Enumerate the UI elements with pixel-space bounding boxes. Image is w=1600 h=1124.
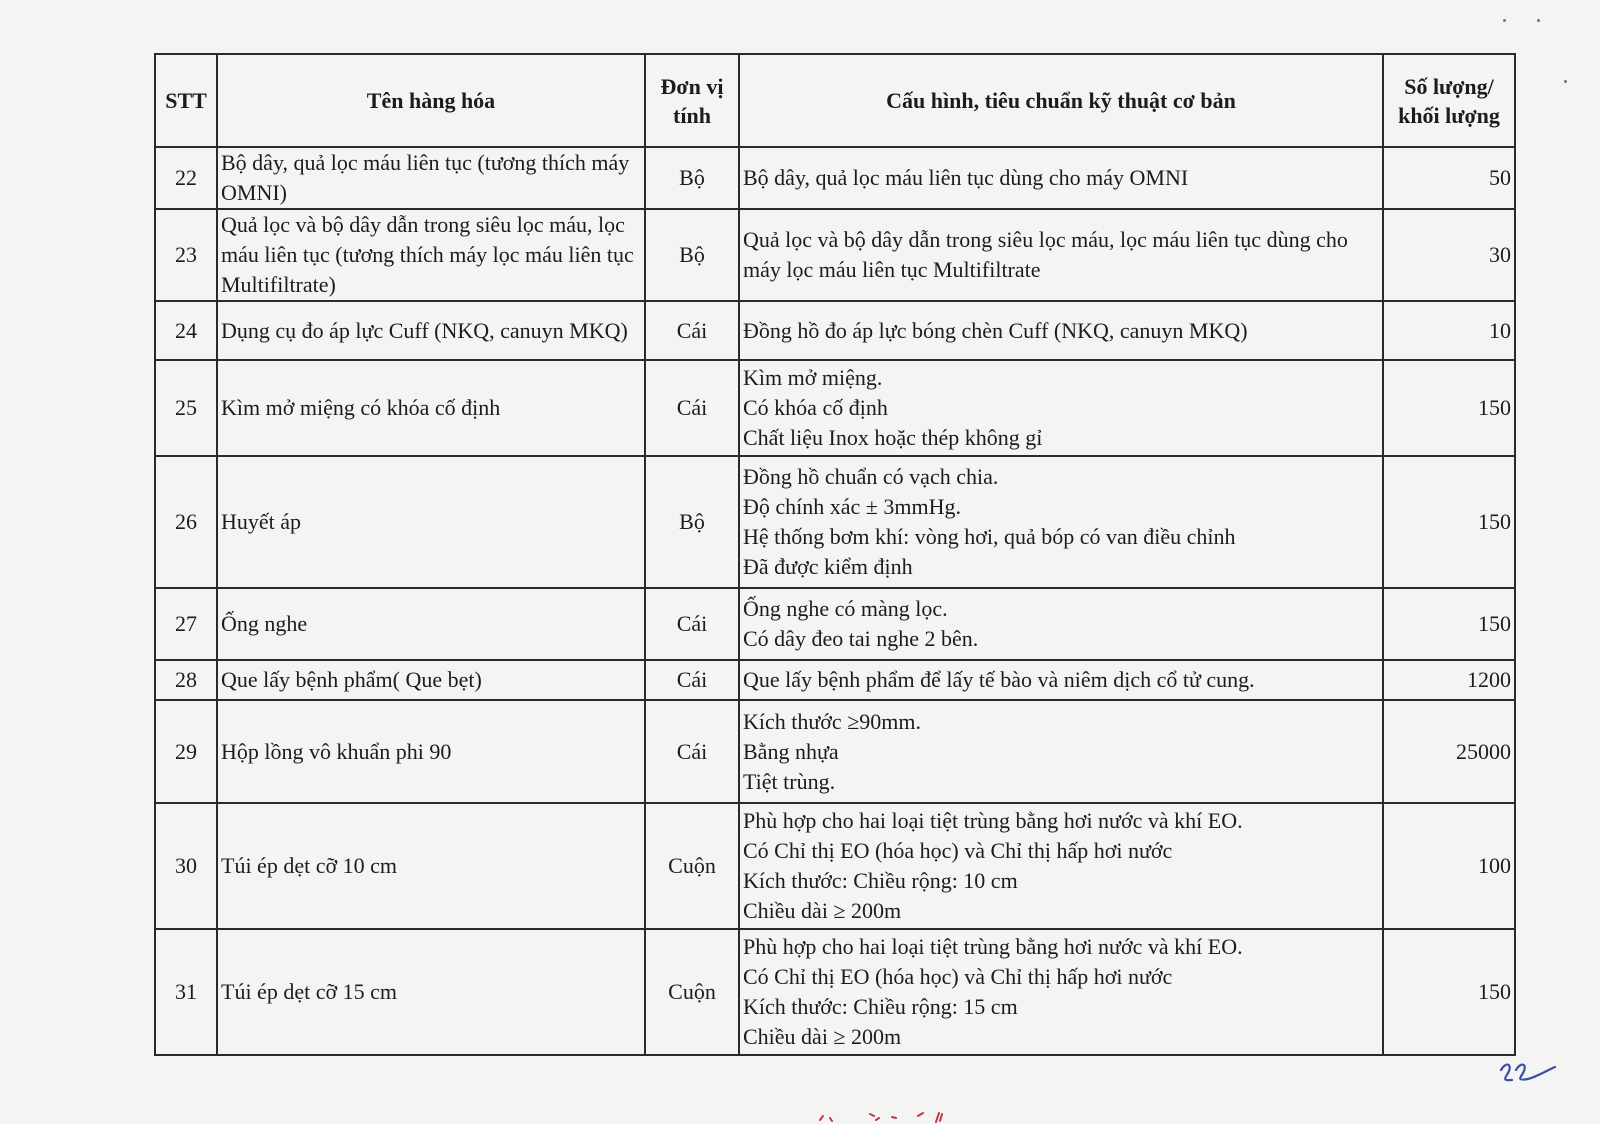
cell-qty: 150 — [1383, 360, 1515, 456]
cell-unit: Bộ — [645, 209, 739, 301]
spec-line: Chiều dài ≥ 200m — [743, 1024, 902, 1049]
spec-line: Độ chính xác ± 3mmHg. — [743, 494, 961, 519]
spec-line: Tiệt trùng. — [743, 768, 836, 794]
cell-unit: Cuộn — [645, 803, 739, 929]
cell-qty: 30 — [1383, 209, 1515, 301]
spec-line: Đồng hồ chuẩn có vạch chia. — [743, 464, 999, 489]
cell-spec — [739, 660, 1383, 700]
cell-name: Quả lọc và bộ dây dẫn trong siêu lọc máu, lọc máu liên tục (tương thích máy lọc máu liên tục Multifiltrate) — [217, 209, 645, 301]
spec-line: Quả lọc và bộ dây dẫn trong siêu lọc máu, lọc máu liên tục dùng cho máy lọc máu liên tục Multifiltrate — [743, 227, 1348, 282]
cell-unit: Cái — [645, 301, 739, 360]
header-qty: Số lượng/ khối lượng — [1383, 54, 1515, 147]
table-row — [155, 700, 1515, 803]
cell-unit: Cái — [645, 660, 739, 700]
cell-unit: Cuộn — [645, 929, 739, 1055]
cell-stt: 25 — [155, 360, 217, 456]
cell-unit: Cái — [645, 588, 739, 660]
scan-speck — [1537, 19, 1540, 22]
stamp-fragment — [818, 1108, 998, 1124]
cell-name: Túi ép dẹt cỡ 15 cm — [217, 929, 645, 1055]
cell-qty: 150 — [1383, 929, 1515, 1055]
table-row — [155, 301, 1515, 360]
handwritten-page-mark — [1498, 1058, 1558, 1086]
cell-name: Hộp lồng vô khuẩn phi 90 — [217, 700, 645, 803]
table-row — [155, 929, 1515, 1055]
cell-qty: 100 — [1383, 803, 1515, 929]
spec-line: Ống nghe có màng lọc. — [743, 596, 948, 621]
cell-unit: Cái — [645, 700, 739, 803]
table-body — [155, 147, 1515, 1055]
spec-line: Kích thước ≥90mm. — [743, 708, 921, 734]
cell-spec — [739, 700, 1383, 803]
cell-qty: 50 — [1383, 147, 1515, 209]
spec-line: Kìm mở miệng. — [743, 365, 883, 390]
spec-line: Có Chỉ thị EO (hóa học) và Chỉ thị hấp hơi nước — [743, 964, 1173, 989]
cell-name: Bộ dây, quả lọc máu liên tục (tương thích máy OMNI) — [217, 147, 645, 209]
spec-line: Kích thước: Chiều rộng: 10 cm — [743, 868, 1018, 893]
scan-speck — [1564, 80, 1567, 83]
cell-qty: 150 — [1383, 456, 1515, 588]
cell-spec — [739, 301, 1383, 360]
spec-line: Kích thước: Chiều rộng: 15 cm — [743, 994, 1018, 1019]
cell-qty: 150 — [1383, 588, 1515, 660]
header-name: Tên hàng hóa — [217, 54, 645, 147]
cell-name: Kìm mở miệng có khóa cố định — [217, 360, 645, 456]
spec-line: Bộ dây, quả lọc máu liên tục dùng cho máy OMNI — [743, 165, 1189, 190]
cell-stt: 26 — [155, 456, 217, 588]
table-header — [155, 54, 1515, 147]
cell-spec — [739, 929, 1383, 1055]
cell-spec — [739, 209, 1383, 301]
spec-line: Chất liệu Inox hoặc thép không gỉ — [743, 425, 1043, 450]
cell-name: Que lấy bệnh phẩm( Que bẹt) — [217, 660, 645, 700]
spec-line: Có khóa cố định — [743, 395, 888, 420]
cell-stt: 24 — [155, 301, 217, 360]
table-row — [155, 803, 1515, 929]
spec-line: Que lấy bệnh phẩm để lấy tế bào và niêm dịch cổ tử cung. — [743, 667, 1255, 692]
table-row — [155, 360, 1515, 456]
spec-line: Bằng nhựa — [743, 738, 839, 764]
scan-speck — [1503, 19, 1506, 22]
cell-qty: 25000 — [1383, 700, 1515, 803]
cell-name: Túi ép dẹt cỡ 10 cm — [217, 803, 645, 929]
cell-stt: 29 — [155, 700, 217, 803]
cell-name: Huyết áp — [217, 456, 645, 588]
goods-table — [154, 53, 1516, 1056]
table-row — [155, 456, 1515, 588]
cell-stt: 27 — [155, 588, 217, 660]
cell-spec — [739, 360, 1383, 456]
table-row — [155, 588, 1515, 660]
cell-name: Ống nghe — [217, 588, 645, 660]
cell-stt: 22 — [155, 147, 217, 209]
cell-unit: Bộ — [645, 456, 739, 588]
spec-line: Có Chỉ thị EO (hóa học) và Chỉ thị hấp hơi nước — [743, 838, 1173, 863]
spec-line: Đồng hồ đo áp lực bóng chèn Cuff (NKQ, canuyn MKQ) — [743, 317, 1248, 343]
table-row — [155, 147, 1515, 209]
table-row — [155, 660, 1515, 700]
header-stt: STT — [155, 54, 217, 147]
cell-stt: 31 — [155, 929, 217, 1055]
header-spec: Cấu hình, tiêu chuẩn kỹ thuật cơ bản — [739, 54, 1383, 147]
spec-line: Phù hợp cho hai loại tiệt trùng bằng hơi nước và khí EO. — [743, 934, 1243, 959]
cell-stt: 28 — [155, 660, 217, 700]
cell-qty: 1200 — [1383, 660, 1515, 700]
cell-spec — [739, 147, 1383, 209]
spec-line: Có dây đeo tai nghe 2 bên. — [743, 626, 979, 651]
cell-stt: 30 — [155, 803, 217, 929]
spec-line: Chiều dài ≥ 200m — [743, 898, 902, 923]
spec-line: Hệ thống bơm khí: vòng hơi, quả bóp có van điều chỉnh — [743, 524, 1236, 549]
cell-unit: Bộ — [645, 147, 739, 209]
cell-name: Dụng cụ đo áp lực Cuff (NKQ, canuyn MKQ) — [217, 301, 645, 360]
spec-line: Phù hợp cho hai loại tiệt trùng bằng hơi nước và khí EO. — [743, 808, 1243, 833]
cell-spec — [739, 456, 1383, 588]
spec-line: Đã được kiểm định — [743, 554, 913, 579]
cell-spec — [739, 803, 1383, 929]
cell-qty: 10 — [1383, 301, 1515, 360]
cell-stt: 23 — [155, 209, 217, 301]
table-row — [155, 209, 1515, 301]
header-row — [155, 54, 1515, 147]
header-unit: Đơn vị tính — [645, 54, 739, 147]
cell-unit: Cái — [645, 360, 739, 456]
cell-spec — [739, 588, 1383, 660]
